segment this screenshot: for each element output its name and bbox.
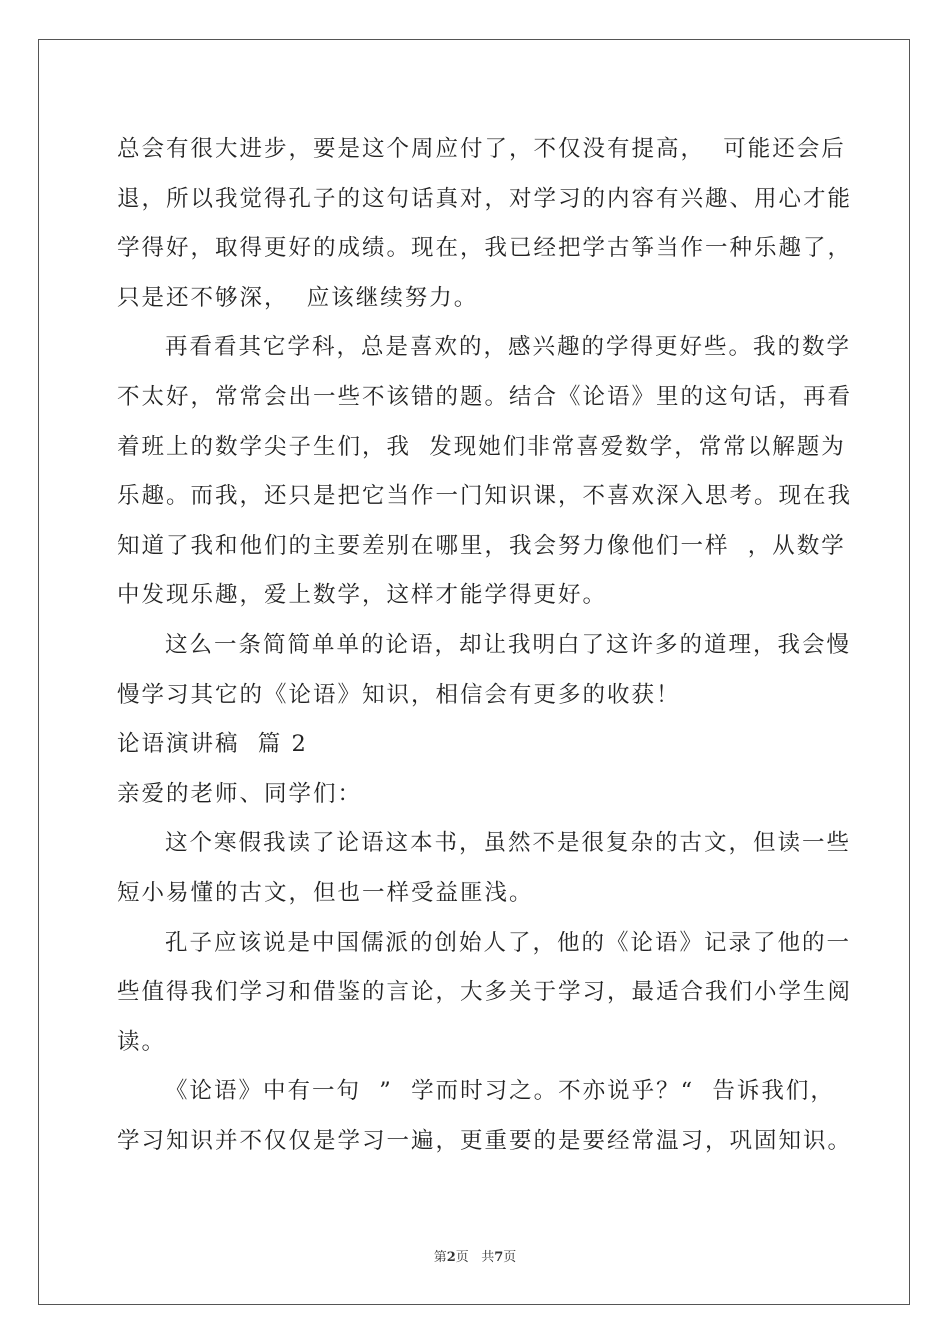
page-footer bbox=[0, 1246, 950, 1265]
page-suffix: 页 bbox=[455, 1250, 469, 1265]
page-total: 7 bbox=[494, 1250, 504, 1265]
page-prefix: 第 bbox=[433, 1250, 447, 1265]
total-suffix: 页 bbox=[503, 1250, 517, 1265]
text-line: 中发现乐趣，爱上数学，这样才能学得更好。 bbox=[117, 582, 608, 609]
text-line: 些值得我们学习和借鉴的言论，大多关于学习，最适合我们小学生阅 bbox=[117, 979, 853, 1006]
paragraph-first-line: 再看看其它学科，总是喜欢的，感兴趣的学得更好些。我的数学 bbox=[165, 334, 852, 361]
text-line: 只是还不够深， 应该继续努力。 bbox=[117, 284, 479, 311]
text-line: 学得好，取得更好的成绩。现在，我已经把学古筝当作一种乐趣了， bbox=[117, 235, 853, 262]
text-line: 知道了我和他们的主要差别在哪里，我会努力像他们一样 ，从数学 bbox=[117, 532, 846, 559]
text-line: 短小易懂的古文，但也一样受益匪浅。 bbox=[117, 879, 534, 906]
text-line: 着班上的数学尖子生们，我 发现她们非常喜爱数学，常常以解题为 bbox=[117, 433, 846, 460]
text-line: 慢学习其它的《论语》知识，相信会有更多的收获！ bbox=[117, 681, 681, 708]
paragraph-first-line: 孔子应该说是中国儒派的创始人了，他的《论语》记录了他的一 bbox=[165, 929, 852, 956]
text-line: 退，所以我觉得孔子的这句话真对，对学习的内容有兴趣、用心才能 bbox=[117, 185, 853, 212]
total-prefix: 共 bbox=[481, 1250, 495, 1265]
text-line: 总会有很大进步，要是这个周应付了，不仅没有提高， 可能还会后 bbox=[117, 136, 846, 162]
section-heading: 论语演讲稿 篇 2 bbox=[117, 731, 308, 758]
salutation: 亲爱的老师、同学们： bbox=[117, 780, 363, 807]
paragraph-first-line: 《论语》中有一句 ” 学而时习之。不亦说乎？“ 告诉我们， bbox=[165, 1078, 835, 1105]
text-line: 读。 bbox=[117, 1028, 167, 1055]
page-current: 2 bbox=[446, 1250, 456, 1265]
text-line: 不太好，常常会出一些不该错的题。结合《论语》里的这句话，再看 bbox=[117, 383, 853, 410]
paragraph-first-line: 这么一条简简单单的论语，却让我明白了这许多的道理，我会慢 bbox=[165, 631, 852, 658]
text-line: 学习知识并不仅仅是学习一遍，更重要的是要经常温习，巩固知识。 bbox=[117, 1127, 853, 1154]
text-line: 乐趣。而我，还只是把它当作一门知识课，不喜欢深入思考。现在我 bbox=[117, 483, 853, 510]
paragraph-first-line: 这个寒假我读了论语这本书，虽然不是很复杂的古文，但读一些 bbox=[165, 830, 852, 857]
document-body bbox=[117, 125, 853, 1166]
